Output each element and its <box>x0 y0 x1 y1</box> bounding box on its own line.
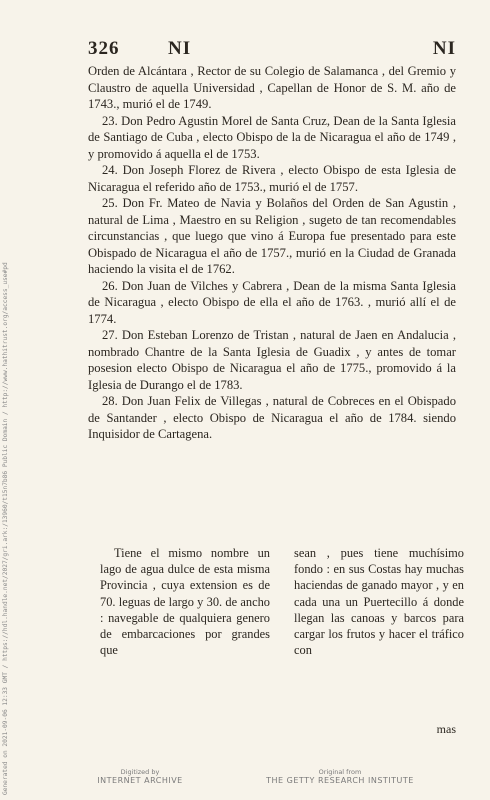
footer-digitized-by <box>50 768 230 785</box>
paragraph-entry-23: 23. Don Pedro Agustin Morel de Santa Cruz, Dean de la Santa Iglesia de Santiago de Cuba , electo Obispo de la de Nicaragua el año de 1749 , y promovido á aquella el de 1753. <box>88 113 456 161</box>
paragraph-entry-28: 28. Don Juan Felix de Villegas , natural de Cobreces en el Obispado de Santander , electo Obispo de Nicaragua el año de 1784. siendo Inquisidor de Cartagena. <box>88 394 456 441</box>
running-head-left: NI <box>168 38 192 59</box>
footer-original-from <box>250 768 430 785</box>
footer-left-small: Digitized by <box>120 768 160 776</box>
paragraph-entry-27: 27. Don Esteban Lorenzo de Tristan , natural de Jaen en Andalucia , nombrado Chantre de la Santa Iglesia de Guadix , y antes de tomar posesion electo Obispo de Nicaragua el año de 1775., promovido á la Iglesia de Durango el de 1783. <box>88 328 456 392</box>
column-left <box>100 545 270 658</box>
paragraph-entry-26: 26. Don Juan de Vilches y Cabrera , Dean de la misma Santa Iglesia de Nicaragua , electo Obispo de ella el año de 1763. , murió allí el de 1774. <box>88 278 456 326</box>
page-number: 326 <box>88 38 120 59</box>
main-text <box>88 63 456 443</box>
side-watermark: Generated on 2021-09-06 12:33 GMT / https://hdl.handle.net/2027/gri.ark:/13960/t15n7b86 Public Domain / http://www.hathitrust.org/access_use#pd <box>2 262 9 795</box>
paragraph-entry-24: 24. Don Joseph Florez de Rivera , electo Obispo de esta Iglesia de Nicaragua el referido año de 1753., murió el de 1757. <box>88 163 456 194</box>
paragraph-continuation: Orden de Alcántara , Rector de su Colegio de Salamanca , del Gremio y Claustro de aquella Universidad , Capellan de Honor de S. M. año de 1743., murió el de 1749. <box>88 64 456 111</box>
column-right-text: sean , pues tiene muchísimo fondo : en sus Costas hay muchas haciendas de ganado mayor , y en cada una un Puertecillo á donde llegan las canoas y barcos para cargar los frutos y hacer el tráfico con <box>294 546 464 658</box>
footer-left-large: INTERNET ARCHIVE <box>97 776 183 785</box>
column-left-text: Tiene el mismo nombre un lago de agua dulce de esta misma Provincia , cuya extension es de 70. leguas de largo y 30. de ancho : navegable de qualquiera genero de embarcaciones por grandes que <box>100 546 270 658</box>
paragraph-entry-25: 25. Don Fr. Mateo de Navia y Bolaños del Orden de San Agustin , natural de Lima , Maestro en su Religion , sugeto de tan recomendables circunstancias , que luego que vino á Europa fue presentado para este Obispado de Nicaragua el año de 1757., murió en la Ciudad de Granada haciendo la visita el de 1762. <box>88 196 456 276</box>
column-right <box>294 545 464 658</box>
two-column-section <box>100 545 464 720</box>
running-head-right: NI <box>432 38 456 59</box>
footer-right-small: Original from <box>318 768 362 776</box>
footer-right-large: THE GETTY RESEARCH INSTITUTE <box>266 776 414 785</box>
running-header <box>88 38 458 66</box>
catchword: mas <box>436 722 456 736</box>
